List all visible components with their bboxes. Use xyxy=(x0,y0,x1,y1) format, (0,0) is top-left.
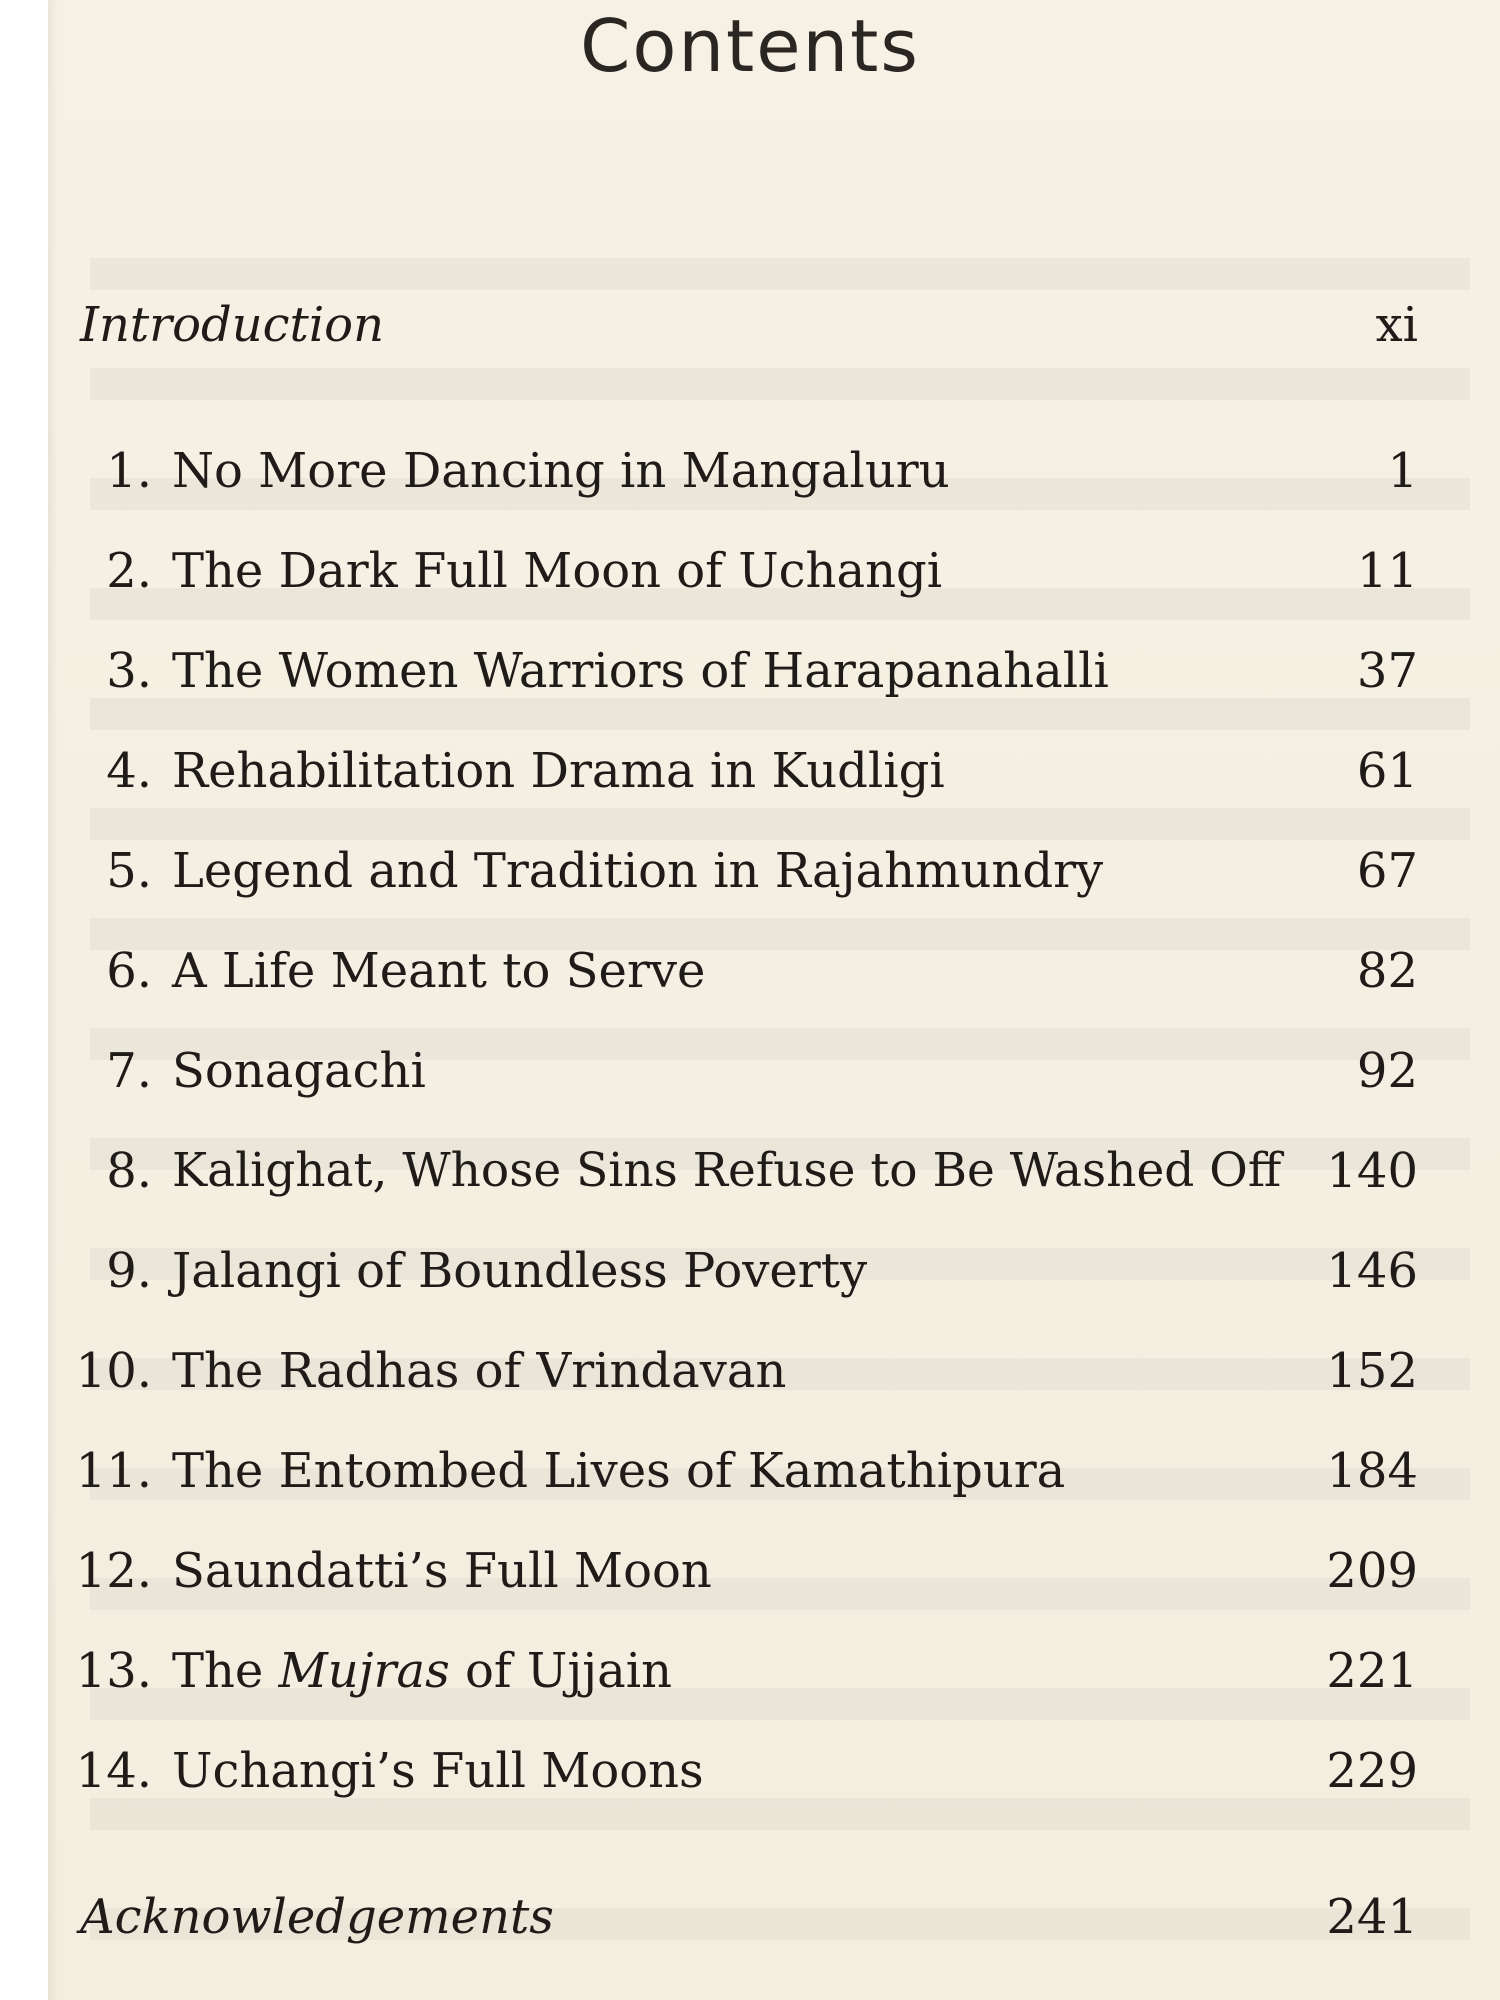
toc-entry-page: 184 xyxy=(1326,1443,1418,1499)
toc-entry-title: Legend and Tradition in Rajahmundry xyxy=(172,843,1104,899)
toc-entry xyxy=(0,1036,1500,1106)
toc-entry-number: 3. xyxy=(106,643,152,699)
toc-entry-number: 14. xyxy=(75,1743,152,1799)
toc-entry-title-italic: Mujras xyxy=(278,1643,450,1699)
toc-entry xyxy=(0,1336,1500,1406)
toc-entry xyxy=(0,636,1500,706)
toc-entry-page: 146 xyxy=(1326,1243,1418,1299)
toc-entry-title: Uchangi’s Full Moons xyxy=(172,1743,704,1799)
toc-entry-number: 4. xyxy=(106,743,152,799)
toc-entry-number: 9. xyxy=(106,1243,152,1299)
toc-entry-introduction xyxy=(0,290,1500,360)
toc-entry-title: The Radhas of Vrindavan xyxy=(172,1343,787,1399)
toc-entry-title: Rehabilitation Drama in Kudligi xyxy=(172,743,945,799)
toc-entry xyxy=(0,1436,1500,1506)
toc-entry-number: 7. xyxy=(106,1043,152,1099)
toc-entry-title: Saundatti’s Full Moon xyxy=(172,1543,712,1599)
toc-entry-page: 152 xyxy=(1326,1343,1418,1399)
toc-entry-title: The Women Warriors of Harapanahalli xyxy=(172,643,1109,699)
toc-entry-title: Acknowledgements xyxy=(80,1889,554,1945)
toc-entry xyxy=(0,1736,1500,1806)
toc-entry-title-part: of Ujjain xyxy=(449,1643,673,1699)
toc-entry-number: 12. xyxy=(75,1543,152,1599)
toc-entry-number: 1. xyxy=(106,443,152,499)
toc-entry-number: 2. xyxy=(106,543,152,599)
toc-entry xyxy=(0,936,1500,1006)
toc-entry-page: 61 xyxy=(1356,743,1418,799)
toc-entry xyxy=(0,1636,1500,1706)
toc-entry-page: 1 xyxy=(1387,443,1418,499)
toc-entry xyxy=(0,1236,1500,1306)
toc-entry-number: 5. xyxy=(106,843,152,899)
page-title: Contents xyxy=(580,4,920,88)
toc-entry xyxy=(0,536,1500,606)
toc-entry-title: The Dark Full Moon of Uchangi xyxy=(172,543,943,599)
toc-entry-page: 37 xyxy=(1356,643,1418,699)
toc-entry-title: A Life Meant to Serve xyxy=(172,943,706,999)
toc-entry-number: 10. xyxy=(75,1343,152,1399)
toc-entry-title: Sonagachi xyxy=(172,1043,426,1099)
toc-entry-page: xi xyxy=(1375,297,1418,353)
toc-entry-number: 13. xyxy=(75,1643,152,1699)
toc-entry-title: The Entombed Lives of Kamathipura xyxy=(172,1443,1066,1499)
toc-entry-page: 82 xyxy=(1356,943,1418,999)
toc-entry-title: Jalangi of Boundless Poverty xyxy=(172,1243,868,1299)
toc-entry xyxy=(0,1136,1500,1206)
toc-entry xyxy=(0,1536,1500,1606)
toc-entry-page: 209 xyxy=(1326,1543,1418,1599)
toc-entry xyxy=(0,436,1500,506)
toc-entry-page: 92 xyxy=(1356,1043,1418,1099)
toc-entry-page: 221 xyxy=(1326,1643,1418,1699)
toc-entry-number: 6. xyxy=(106,943,152,999)
toc-entry-title: No More Dancing in Mangaluru xyxy=(172,443,950,499)
toc-entry-title-part: The xyxy=(172,1643,279,1699)
toc-entry-acknowledgements xyxy=(0,1882,1500,1952)
toc-entry-number: 8. xyxy=(106,1143,152,1199)
toc-entry-page: 11 xyxy=(1356,543,1418,599)
toc-entry xyxy=(0,836,1500,906)
toc-entry-title xyxy=(172,1636,672,1706)
toc-entry-page: 140 xyxy=(1326,1143,1418,1199)
toc-entry-title: Kalighat, Whose Sins Refuse to Be Washed Off xyxy=(172,1143,1282,1198)
toc-entry xyxy=(0,736,1500,806)
toc-entry-number: 11. xyxy=(75,1443,152,1499)
toc-entry-page: 67 xyxy=(1356,843,1418,899)
toc-entry-title: Introduction xyxy=(80,297,384,353)
toc-entry-page: 229 xyxy=(1326,1743,1418,1799)
toc-entry-page: 241 xyxy=(1326,1889,1418,1945)
